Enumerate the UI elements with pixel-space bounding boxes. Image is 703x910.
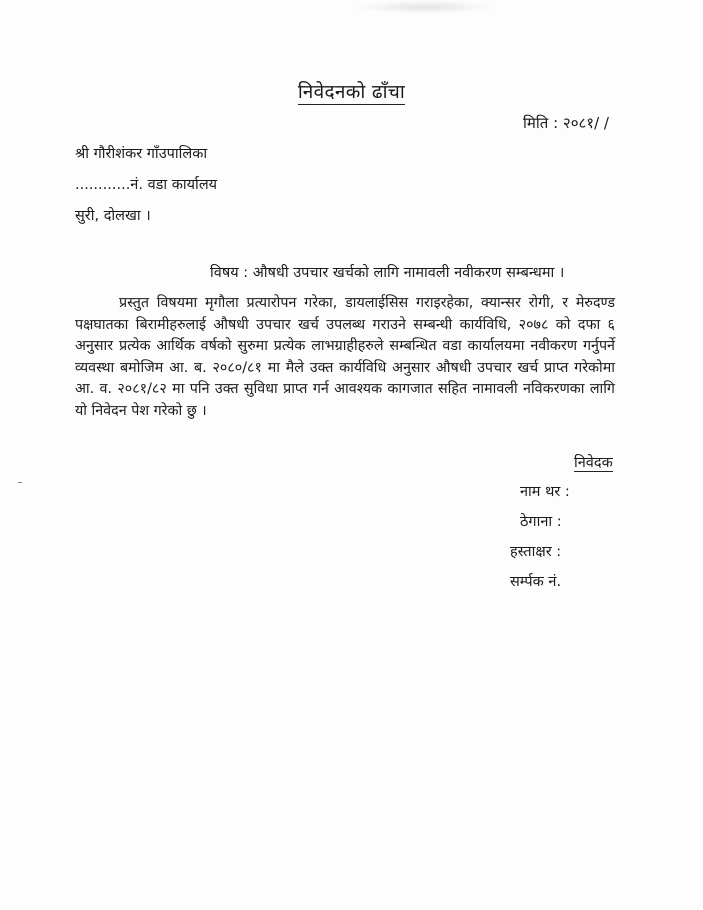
recipient-line-3: सुरी, दोलखा । xyxy=(75,208,151,224)
applicant-heading-text: निवेदक xyxy=(574,455,613,471)
contact-label: सर्म्पक नं. xyxy=(510,574,562,590)
signature-label: हस्ताक्षर : xyxy=(510,544,562,560)
recipient-line-2: ............नं. वडा कार्यालय xyxy=(75,177,218,193)
form-title xyxy=(0,78,703,104)
name-label: नाम थर : xyxy=(520,484,570,500)
date-line: मिति : २०८१/ / xyxy=(523,114,609,132)
applicant-heading xyxy=(574,452,613,472)
margin-mark xyxy=(18,482,22,483)
body-paragraph: प्रस्तुत विषयमा मृगौला प्रत्यारोपन गरेका, डायलाईसिस गराइरहेका, क्यान्सर रोगी, र मेरुदण्ड पक्षघातका बिरामीहरुलाई औषधी उपचार खर्च उपलब्ध गराउने सम्बन्धी कार्यविधि, २०७८ को दफा ६ अनुसार प्रत्येक आर्थिक वर्षको सुरुमा प्रत्येक लाभग्राहीहरुले सम्बन्धित वडा कार्यालयमा नवीकरण गर्नुपर्ने व्यवस्था बमोजिम आ. ब. २०८०/८१ मा मैले उक्त कार्यविधि अनुसार औषधी उपचार खर्च प्राप्त गरेकोमा आ. व. २०८१/८२ मा पनि उक्त सुविधा प्राप्त गर्न आवश्यक कागजात सहित नामावली नविकरणका लागि यो निवेदन पेश गरेको छु । xyxy=(75,295,615,419)
subject-line: विषय : औषधी उपचार खर्चको लागि नामावली नवीकरण सम्बन्धमा । xyxy=(210,265,565,281)
form-title-text: निवेदनको ढाँचा xyxy=(297,81,406,103)
address-label: ठेगाना : xyxy=(520,514,562,530)
recipient-line-1: श्री गौरीशंकर गाँउपालिका xyxy=(75,146,208,162)
scan-smudge xyxy=(355,0,495,14)
